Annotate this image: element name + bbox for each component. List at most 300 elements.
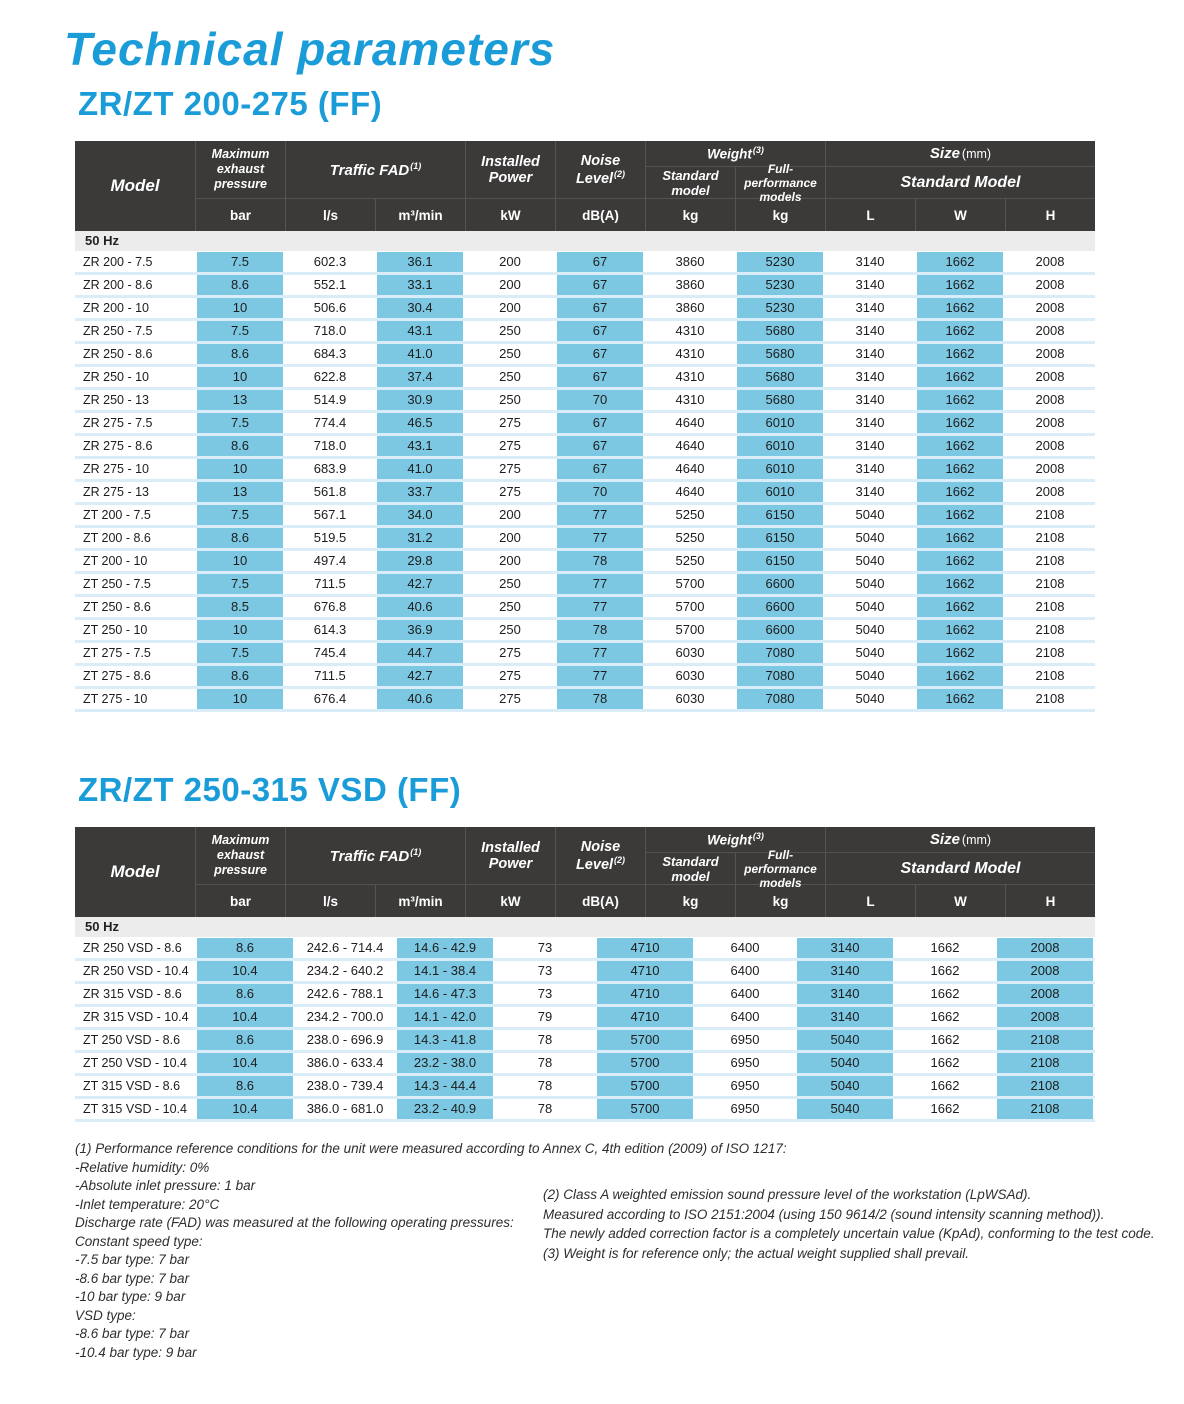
value-cell: 8.6 [195,1076,295,1096]
col-header-weight-full-performance: Full-performance models [735,167,825,199]
col-header-installed-power: Installed Power [465,827,555,885]
value-cell: 3140 [855,323,885,338]
value-cell: 5040 [795,1030,895,1050]
value-cell: 1662 [915,413,1005,433]
value-cell: 2108 [1035,530,1065,545]
unit-height: H [1005,199,1095,231]
value-cell: 5700 [675,622,705,637]
value-cell: 7080 [735,689,825,709]
value-cell: 3860 [675,254,705,269]
value-cell: 1662 [915,459,1005,479]
value-cell: 5040 [855,507,885,522]
value-cell: 1662 [915,390,1005,410]
footnote-line: -8.6 bar type: 7 bar [75,1326,190,1341]
model-cell: ZR 315 VSD - 8.6 [83,987,182,1001]
table-row [75,938,1095,961]
col-header-noise-level: Noise Level$^{(2)}$ [555,141,645,199]
value-cell: 10.4 [195,1053,295,1073]
value-cell: 6010 [735,413,825,433]
value-cell: 676.8 [313,599,347,614]
col-header-size-standard-model: Standard Model [825,853,1095,885]
value-cell: 200 [499,553,521,568]
value-cell: 1662 [915,643,1005,663]
value-cell: 5040 [855,622,885,637]
value-cell: 5040 [855,576,885,591]
value-cell: 77 [555,597,645,617]
table-zr-zt-250-315-vsd [75,827,1095,1122]
table-row [75,1053,1095,1076]
unit-kg-standard: kg [645,199,735,231]
table-row [75,689,1095,712]
value-cell: 4640 [675,461,705,476]
value-cell: 2108 [1035,645,1065,660]
value-cell: 14.6 - 42.9 [395,938,495,958]
value-cell: 7.5 [195,252,285,272]
table-row [75,482,1095,505]
value-cell: 3140 [795,984,895,1004]
model-cell: ZT 200 - 8.6 [83,531,151,545]
value-cell: 2008 [1035,438,1065,453]
value-cell: 10 [195,689,285,709]
value-cell: 67 [555,321,645,341]
value-cell: 3140 [855,415,885,430]
value-cell: 8.6 [195,938,295,958]
table-row [75,528,1095,551]
value-cell: 238.0 - 696.9 [306,1032,384,1047]
table-row [75,574,1095,597]
table2-body [75,937,1095,1122]
footnote-line: (2) Class A weighted emission sound pressure level of the workstation (LpWSAd). [543,1187,1032,1202]
value-cell: 1662 [930,1078,960,1093]
value-cell: 5040 [795,1053,895,1073]
col-header-weight-standard-model: Standard model [645,853,735,885]
value-cell: 275 [499,415,521,430]
value-cell: 1662 [915,344,1005,364]
value-cell: 4310 [675,369,705,384]
model-cell: ZT 250 VSD - 8.6 [83,1033,181,1047]
table-row [75,367,1095,390]
value-cell: 718.0 [313,323,347,338]
model-cell: ZT 200 - 10 [83,554,148,568]
value-cell: 242.6 - 714.4 [306,940,384,955]
unit-kw: kW [465,199,555,231]
unit-width: W [915,885,1005,917]
model-cell: ZT 275 - 8.6 [83,669,151,683]
page-title: Technical parameters [64,23,556,75]
value-cell: 13 [195,390,285,410]
value-cell: 67 [555,298,645,318]
value-cell: 275 [499,461,521,476]
value-cell: 7.5 [195,643,285,663]
value-cell: 6600 [735,574,825,594]
value-cell: 3140 [855,254,885,269]
col-header-max-exhaust-pressure: Maximum exhaust pressure [195,827,285,885]
value-cell: 1662 [930,986,960,1001]
value-cell: 602.3 [313,254,347,269]
value-cell: 2008 [1035,254,1065,269]
footnote-line: (1) Performance reference conditions for the unit were measured according to Annex C, 4th edition (2009) of ISO 1217: [75,1141,787,1156]
value-cell: 7.5 [195,413,285,433]
unit-height: H [1005,885,1095,917]
footnote-line: VSD type: [75,1307,136,1323]
model-cell: ZT 275 - 7.5 [83,646,151,660]
value-cell: 44.7 [375,643,465,663]
model-cell: ZR 200 - 7.5 [83,255,153,269]
value-cell: 67 [555,275,645,295]
value-cell: 2108 [995,1099,1095,1119]
value-cell: 10.4 [195,1099,295,1119]
model-cell: ZR 275 - 8.6 [83,439,153,453]
value-cell: 200 [499,254,521,269]
value-cell: 36.9 [375,620,465,640]
value-cell: 10 [195,298,285,318]
table-row [75,298,1095,321]
col-header-size-standard-model: Standard Model [825,167,1095,199]
col-header-model: Model [110,862,160,881]
value-cell: 2108 [995,1076,1095,1096]
col-header-traffic-fad: Traffic FAD$^{(1)}$ [285,141,465,199]
value-cell: 2008 [1035,415,1065,430]
value-cell: 67 [555,344,645,364]
value-cell: 29.8 [375,551,465,571]
value-cell: 6950 [730,1055,760,1070]
table-row [75,321,1095,344]
model-cell: ZR 275 - 7.5 [83,416,153,430]
value-cell: 275 [499,668,521,683]
value-cell: 6030 [675,668,705,683]
value-cell: 3140 [855,438,885,453]
value-cell: 5700 [675,576,705,591]
value-cell: 70 [555,482,645,502]
model-cell: ZR 275 - 10 [83,462,150,476]
value-cell: 78 [555,620,645,640]
table-row [75,275,1095,298]
model-cell: ZT 250 - 8.6 [83,600,151,614]
value-cell: 5230 [735,275,825,295]
value-cell: 4310 [675,346,705,361]
value-cell: 5040 [855,530,885,545]
value-cell: 561.8 [313,484,347,499]
frequency-band: 50 Hz [75,917,1095,937]
value-cell: 3140 [795,1007,895,1027]
value-cell: 1662 [915,528,1005,548]
value-cell: 40.6 [375,597,465,617]
value-cell: 8.6 [195,436,285,456]
footnote-line: -7.5 bar type: 7 bar [75,1252,190,1267]
table-row [75,1030,1095,1053]
value-cell: 3860 [675,277,705,292]
footnote-marker-2: (2) [614,168,626,179]
value-cell: 10 [195,551,285,571]
unit-width: W [915,199,1005,231]
unit-kg-standard: kg [645,885,735,917]
model-cell: ZT 200 - 7.5 [83,508,151,522]
value-cell: 614.3 [313,622,347,637]
value-cell: 1662 [915,275,1005,295]
value-cell: 552.1 [313,277,347,292]
value-cell: 5230 [735,252,825,272]
value-cell: 3140 [855,300,885,315]
value-cell: 6010 [735,459,825,479]
value-cell: 275 [499,484,521,499]
value-cell: 2008 [1035,392,1065,407]
table-row [75,505,1095,528]
value-cell: 77 [555,505,645,525]
value-cell: 683.9 [313,461,347,476]
footnote-line: -Inlet temperature: 20°C [75,1196,220,1212]
value-cell: 567.1 [313,507,347,522]
value-cell: 67 [555,459,645,479]
col-header-weight-full-performance: Full-performance models [735,853,825,885]
model-cell: ZR 250 - 7.5 [83,324,153,338]
value-cell: 2008 [1035,461,1065,476]
value-cell: 1662 [915,551,1005,571]
value-cell: 36.1 [375,252,465,272]
value-cell: 4710 [595,938,695,958]
value-cell: 79 [537,1009,553,1024]
value-cell: 78 [537,1078,553,1093]
value-cell: 70 [555,390,645,410]
unit-dba: dB(A) [555,199,645,231]
col-header-model: Model [110,176,160,195]
unit-ls: l/s [285,885,375,917]
value-cell: 1662 [930,963,960,978]
value-cell: 4710 [595,984,695,1004]
unit-m3min: m³/min [375,199,465,231]
value-cell: 684.3 [313,346,347,361]
value-cell: 10 [195,459,285,479]
table-row [75,459,1095,482]
value-cell: 37.4 [375,367,465,387]
value-cell: 4710 [595,1007,695,1027]
value-cell: 1662 [915,666,1005,686]
value-cell: 2108 [1035,576,1065,591]
value-cell: 514.9 [313,392,347,407]
value-cell: 1662 [915,574,1005,594]
value-cell: 275 [499,645,521,660]
value-cell: 1662 [915,505,1005,525]
value-cell: 250 [499,323,521,338]
value-cell: 77 [555,574,645,594]
value-cell: 6400 [730,986,760,1001]
value-cell: 6950 [730,1032,760,1047]
value-cell: 5250 [675,507,705,522]
value-cell: 73 [537,986,553,1001]
value-cell: 2108 [1035,599,1065,614]
value-cell: 6010 [735,436,825,456]
value-cell: 34.0 [375,505,465,525]
value-cell: 6950 [730,1101,760,1116]
unit-bar: bar [195,199,285,231]
value-cell: 5700 [595,1099,695,1119]
value-cell: 73 [537,940,553,955]
value-cell: 3140 [855,461,885,476]
value-cell: 7.5 [195,574,285,594]
table-row [75,1007,1095,1030]
table-row [75,252,1095,275]
value-cell: 4640 [675,438,705,453]
value-cell: 4310 [675,323,705,338]
value-cell: 774.4 [313,415,347,430]
value-cell: 711.5 [314,668,346,683]
value-cell: 275 [499,691,521,706]
value-cell: 238.0 - 739.4 [306,1078,384,1093]
value-cell: 8.6 [195,666,285,686]
value-cell: 30.4 [375,298,465,318]
value-cell: 31.2 [375,528,465,548]
model-cell: ZR 250 - 8.6 [83,347,153,361]
unit-m3min: m³/min [375,885,465,917]
value-cell: 6400 [730,940,760,955]
footnote-marker-3: (3) [752,831,764,842]
footnote-line: -Absolute inlet pressure: 1 bar [75,1178,256,1193]
value-cell: 275 [499,438,521,453]
value-cell: 1662 [930,1009,960,1024]
value-cell: 622.8 [313,369,347,384]
table-row [75,961,1095,984]
table-row [75,344,1095,367]
value-cell: 5680 [735,321,825,341]
footnotes-right [543,1185,1184,1263]
col-header-size: Size (mm) [825,141,1095,167]
value-cell: 250 [499,346,521,361]
value-cell: 73 [537,963,553,978]
value-cell: 6950 [730,1078,760,1093]
value-cell: 2108 [1035,622,1065,637]
value-cell: 5700 [595,1076,695,1096]
value-cell: 5040 [795,1099,895,1119]
value-cell: 506.6 [313,300,347,315]
value-cell: 250 [499,369,521,384]
value-cell: 8.6 [195,984,295,1004]
value-cell: 6150 [735,551,825,571]
value-cell: 30.9 [375,390,465,410]
value-cell: 1662 [915,367,1005,387]
value-cell: 7.5 [195,321,285,341]
value-cell: 41.0 [375,344,465,364]
footnote-line: Discharge rate (FAD) was measured at the following operating pressures: [75,1215,514,1230]
value-cell: 6010 [735,482,825,502]
value-cell: 234.2 - 640.2 [306,963,384,978]
value-cell: 33.1 [375,275,465,295]
value-cell: 200 [499,300,521,315]
value-cell: 6150 [735,528,825,548]
value-cell: 7.5 [195,505,285,525]
value-cell: 8.5 [195,597,285,617]
value-cell: 2008 [995,961,1095,981]
value-cell: 8.6 [195,528,285,548]
value-cell: 519.5 [313,530,347,545]
value-cell: 676.4 [313,691,347,706]
value-cell: 3140 [855,392,885,407]
value-cell: 745.4 [313,645,347,660]
value-cell: 2008 [1035,300,1065,315]
value-cell: 1662 [915,252,1005,272]
model-cell: ZR 250 VSD - 8.6 [83,941,182,955]
value-cell: 6150 [735,505,825,525]
unit-length: L [825,199,915,231]
value-cell: 14.6 - 47.3 [395,984,495,1004]
model-cell: ZR 250 - 13 [83,393,150,407]
value-cell: 1662 [915,321,1005,341]
footnote-line: (3) Weight is for reference only; the actual weight supplied shall prevail. [543,1245,969,1261]
value-cell: 7080 [735,666,825,686]
value-cell: 2008 [995,938,1095,958]
value-cell: 10.4 [195,1007,295,1027]
model-cell: ZT 315 VSD - 10.4 [83,1102,187,1116]
footnote-marker-3: (3) [752,145,764,156]
value-cell: 2008 [1035,369,1065,384]
table-row [75,643,1095,666]
col-header-weight: Weight$^{(3)}$ [645,141,825,167]
value-cell: 200 [499,507,521,522]
value-cell: 3140 [855,277,885,292]
value-cell: 718.0 [313,438,347,453]
unit-dba: dB(A) [555,885,645,917]
value-cell: 3140 [855,484,885,499]
value-cell: 1662 [915,620,1005,640]
table-row [75,1099,1095,1122]
table1-header [75,141,1095,231]
unit-kw: kW [465,885,555,917]
table-row [75,551,1095,574]
model-cell: ZT 250 - 10 [83,623,148,637]
value-cell: 78 [537,1055,553,1070]
value-cell: 8.6 [195,1030,295,1050]
value-cell: 6600 [735,620,825,640]
value-cell: 46.5 [375,413,465,433]
value-cell: 78 [555,551,645,571]
table-row [75,666,1095,689]
model-cell: ZT 315 VSD - 8.6 [83,1079,181,1093]
value-cell: 41.0 [375,459,465,479]
footnote-line: -8.6 bar type: 7 bar [75,1270,190,1286]
value-cell: 42.7 [375,574,465,594]
value-cell: 1662 [930,1101,960,1116]
footnote-line: Measured according to ISO 2151:2004 (using 150 9614/2 (sound intensity scanning method)). [543,1206,1105,1222]
unit-ls: l/s [285,199,375,231]
table-row [75,390,1095,413]
col-header-size: Size (mm) [825,827,1095,853]
col-header-traffic-fad: Traffic FAD$^{(1)}$ [285,827,465,885]
col-header-noise-level: Noise Level$^{(2)}$ [555,827,645,885]
value-cell: 6400 [730,1009,760,1024]
table2-title: ZR/ZT 250-315 VSD (FF) [78,771,462,808]
col-header-weight: Weight$^{(3)}$ [645,827,825,853]
value-cell: 5040 [795,1076,895,1096]
value-cell: 1662 [915,298,1005,318]
value-cell: 23.2 - 38.0 [395,1053,495,1073]
value-cell: 33.7 [375,482,465,502]
model-cell: ZR 275 - 13 [83,485,150,499]
value-cell: 1662 [930,1032,960,1047]
model-cell: ZR 250 VSD - 10.4 [83,964,189,978]
table-zr-zt-200-275 [75,141,1095,712]
unit-length: L [825,885,915,917]
value-cell: 5040 [855,553,885,568]
value-cell: 2108 [1035,668,1065,683]
footnote-line: -10 bar type: 9 bar [75,1289,186,1304]
value-cell: 1662 [915,689,1005,709]
value-cell: 5680 [735,390,825,410]
value-cell: 4640 [675,484,705,499]
table-row [75,984,1095,1007]
col-header-max-exhaust-pressure: Maximum exhaust pressure [195,141,285,199]
col-header-installed-power: Installed Power [465,141,555,199]
value-cell: 2108 [1035,507,1065,522]
value-cell: 5680 [735,367,825,387]
value-cell: 10 [195,620,285,640]
